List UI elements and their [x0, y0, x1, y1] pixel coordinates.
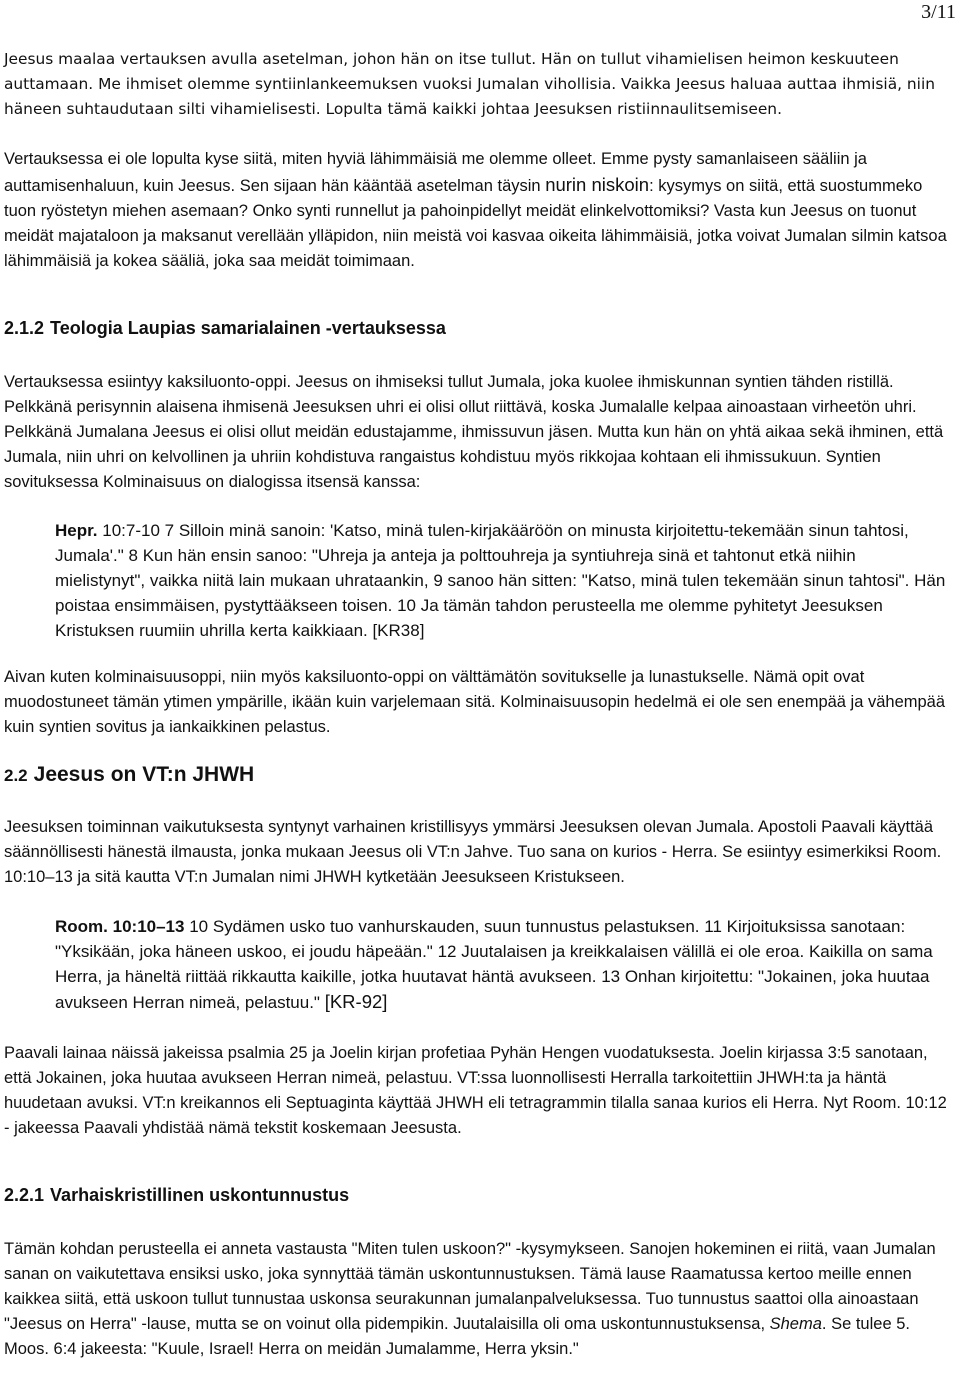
scripture-ref: Hepr. [55, 521, 98, 540]
paragraph-text: Vertauksessa ei ole lopulta kyse siitä, miten hyviä lähimmäisiä me olemme olleet. Emme pysty samanlaiseen sääliin ja auttamisenhaluun, kuin Jeesus. Sen sijaan hän kääntää asetelman täysin [4, 150, 867, 195]
scripture-text: 7 Silloin minä sanoin: 'Katso, minä tulen-kirjakääröön on minusta kirjoitettu-tekemään sinun tahtosi, Jumala'." 8 Kun hän ensin sanoo: "Uhreja ja anteja ja polttouhreja ja syntiuhreja sinä et tahtonut etkä niihin mielistynyt", vaikka niitä lain mukaan uhrataankin, 9 sanoo hän sitten: "Katso, minä tulen tekemään sinun tahtosi". Hän poistaa ensimmäisen, pystyttääkseen toisen. 10 Ja tämän tahdon perusteella me olemme pyhitetyt Jeesuksen Kristuksen ruumiin uhrilla kerta kaikkiaan. [KR38] [55, 521, 946, 640]
heading-number: 2.2.1 [4, 1185, 45, 1205]
heading-text: Jeesus on VT:n JHWH [33, 763, 255, 786]
paragraph-text: Tämän kohdan perusteella ei anneta vastausta "Miten tulen uskoon?" -kysymykseen. Sanojen hokeminen ei riitä, vaan Jumalan sanan on vaikutettava ensiksi usko, joka synnyttää tämän uskontunnustuksen. Tämä lause Raamatussa kertoo meille ennen kaikkea siitä, että uskoon tullut tunnustaa uskonsa seurakunnan jumalanpalveluksessa. Tuo tunnustus saattoi olla ainoastaan "Jeesus on Herra" -lause, mutta se on voinut olla pidempikin. Juutalaisilla oli oma uskontunnustuksensa, [4, 1240, 936, 1333]
paragraph-kaksiluonto: Vertauksessa esiintyy kaksiluonto-oppi. Jeesus on ihmiseksi tullut Jumala, joka kuolee ihmiskunnan syntien tähden ristillä. Pelkkänä perisynnin alaisena ihmisenä Jeesuksen uhri ei olisi ollut riittävä, koska Jumalalle kelpaa ainoastaan virheetön uhri. Pelkkänä Jumalana Jeesus ei olisi ollut meidän edustajamme, ihmissuvun jäsen. Mutta kun hän on yhtä aikaa sekä ihminen, että Jumala, niin uhri on kelvollinen ja uhriin kohdistuva rangaistus kohdistuu myös rikkojaa kohtaan eli ihmissukuun. Syntien sovituksessa Kolminaisuus on dialogissa itsensä kanssa: [4, 373, 944, 491]
paragraph-vertaus [4, 147, 956, 274]
scripture-quote-room [55, 914, 950, 1015]
heading-number: 2.1.2 [4, 318, 45, 338]
paragraph-uskontunnustus [4, 1237, 956, 1362]
paragraph-jhwh: Jeesuksen toiminnan vaikutuksesta syntynyt varhainen kristillisyys ymmärsi Jeesuksen olevan Jumala. Apostoli Paavali käyttää säännöllisesti hänestä ilmausta, jonka mukaan Jeesus oli VT:n Jahve. Tuo sana on kurios - Herra. Se esiintyy esimerkiksi Room. 10:10–13 ja sitä kautta VT:n Jumalan nimi JHWH kytketään Jeesukseen Kristukseen. [4, 818, 942, 886]
paragraph-kolminaisuus: Aivan kuten kolminaisuusoppi, niin myös kaksiluonto-oppi on välttämätön sovitukselle ja lunastukselle. Nämä opit ovat muodostuneet tämän ytimen ympärille, ikään kuin varjelemaan sitä. Kolminaisuusopin hedelmä ei ole sen enempää ja vähempää kuin syntien sovitus ja iankaikkinen pelastus. [4, 668, 946, 736]
paragraph-intro: Jeesus maalaa vertauksen avulla asetelman, johon hän on itse tullut. Hän on tullut vihamielisen heimon keskuuteen auttamaan. Me ihmiset olemme syntiinlankeemuksen vuoksi Jumalan vihollisia. Vaikka Jeesus haluaa auttaa ihmisiä, niin häneen suhtaudutaan silti vihamielisesti. Lopulta tämä kaikki johtaa Jeesuksen ristiinnaulitsemiseen. [4, 50, 935, 118]
heading-2-2-1 [4, 1183, 349, 1207]
paragraph-text: . Se tulee 5. Moos. 6:4 jakeesta: "Kuule, Israel! Herra on meidän Jumalamme, Herra yksin." [4, 1315, 910, 1358]
heading-number: 2.2 [4, 766, 28, 785]
heading-text: Varhaiskristillinen uskontunnustus [50, 1185, 350, 1205]
heading-text: Teologia Laupias samarialainen -vertauksessa [50, 318, 446, 338]
paragraph-paavali: Paavali lainaa näissä jakeissa psalmia 25 ja Joelin kirjan profetiaa Pyhän Hengen vuodatuksesta. Joelin kirjassa 3:5 sanotaan, että Jokainen, joka huutaa avukseen Herran nimeä, pelastuu. VT:ssa luonnollisesti Herralla tarkoitettiin JHWH:ta ja häntä huudetaan avuksi. VT:n kreikannos eli Septuaginta käyttää JHWH eli tetragrammin tilalla sanaa kurios eli Herra. Nyt Room. 10:12 - jakeessa Paavali yhdistää nämä tekstit koskemaan Jeesusta. [4, 1044, 947, 1137]
scripture-ref-number: 10:7-10 [102, 521, 160, 540]
paragraph-text: : kysymys on siitä, että suostummeko tuon ryöstetyn miehen asemaan? Onko synti runnellut ja pahoinpidellyt meidät elinkelvottomiksi? Vasta kun Jeesus on tuonut meidät majataloon ja maksanut verellään ylläpidon, niin meistä voi kasvaa oikeita lähimmäisiä, jotka voivat Jumalan silmin katsoa lähimmäisiä ja kokea sääliä, joka saa meidät toimimaan. [4, 177, 947, 270]
scripture-text: 10 Sydämen usko tuo vanhurskauden, suun tunnustus pelastuksen. 11 Kirjoituksissa sanotaan: "Yksikään, joka häneen uskoo, ei joudu häpeään." 12 Juutalaisen ja kreikkalaisen välillä ei ole eroa. Kaikilla on sama Herra, ja häneltä riittää rikkautta kaikille, jotka huutavat häntä avukseen. 13 Onhan kirjoitettu: "Jokainen, joka huutaa avukseen Herran nimeä, pelastuu." [55, 917, 933, 1012]
scripture-ref: Room. [55, 917, 108, 936]
paragraph-emphasis: nurin niskoin [545, 174, 650, 195]
translation-tag: [KR-92] [324, 991, 388, 1012]
heading-2-1-2 [4, 316, 446, 340]
scripture-quote-hepr [55, 518, 950, 643]
page-number: 3/11 [921, 1, 956, 23]
scripture-ref-number: 10:10–13 [112, 917, 185, 936]
paragraph-italic: Shema [769, 1315, 822, 1333]
heading-2-2 [4, 761, 254, 790]
